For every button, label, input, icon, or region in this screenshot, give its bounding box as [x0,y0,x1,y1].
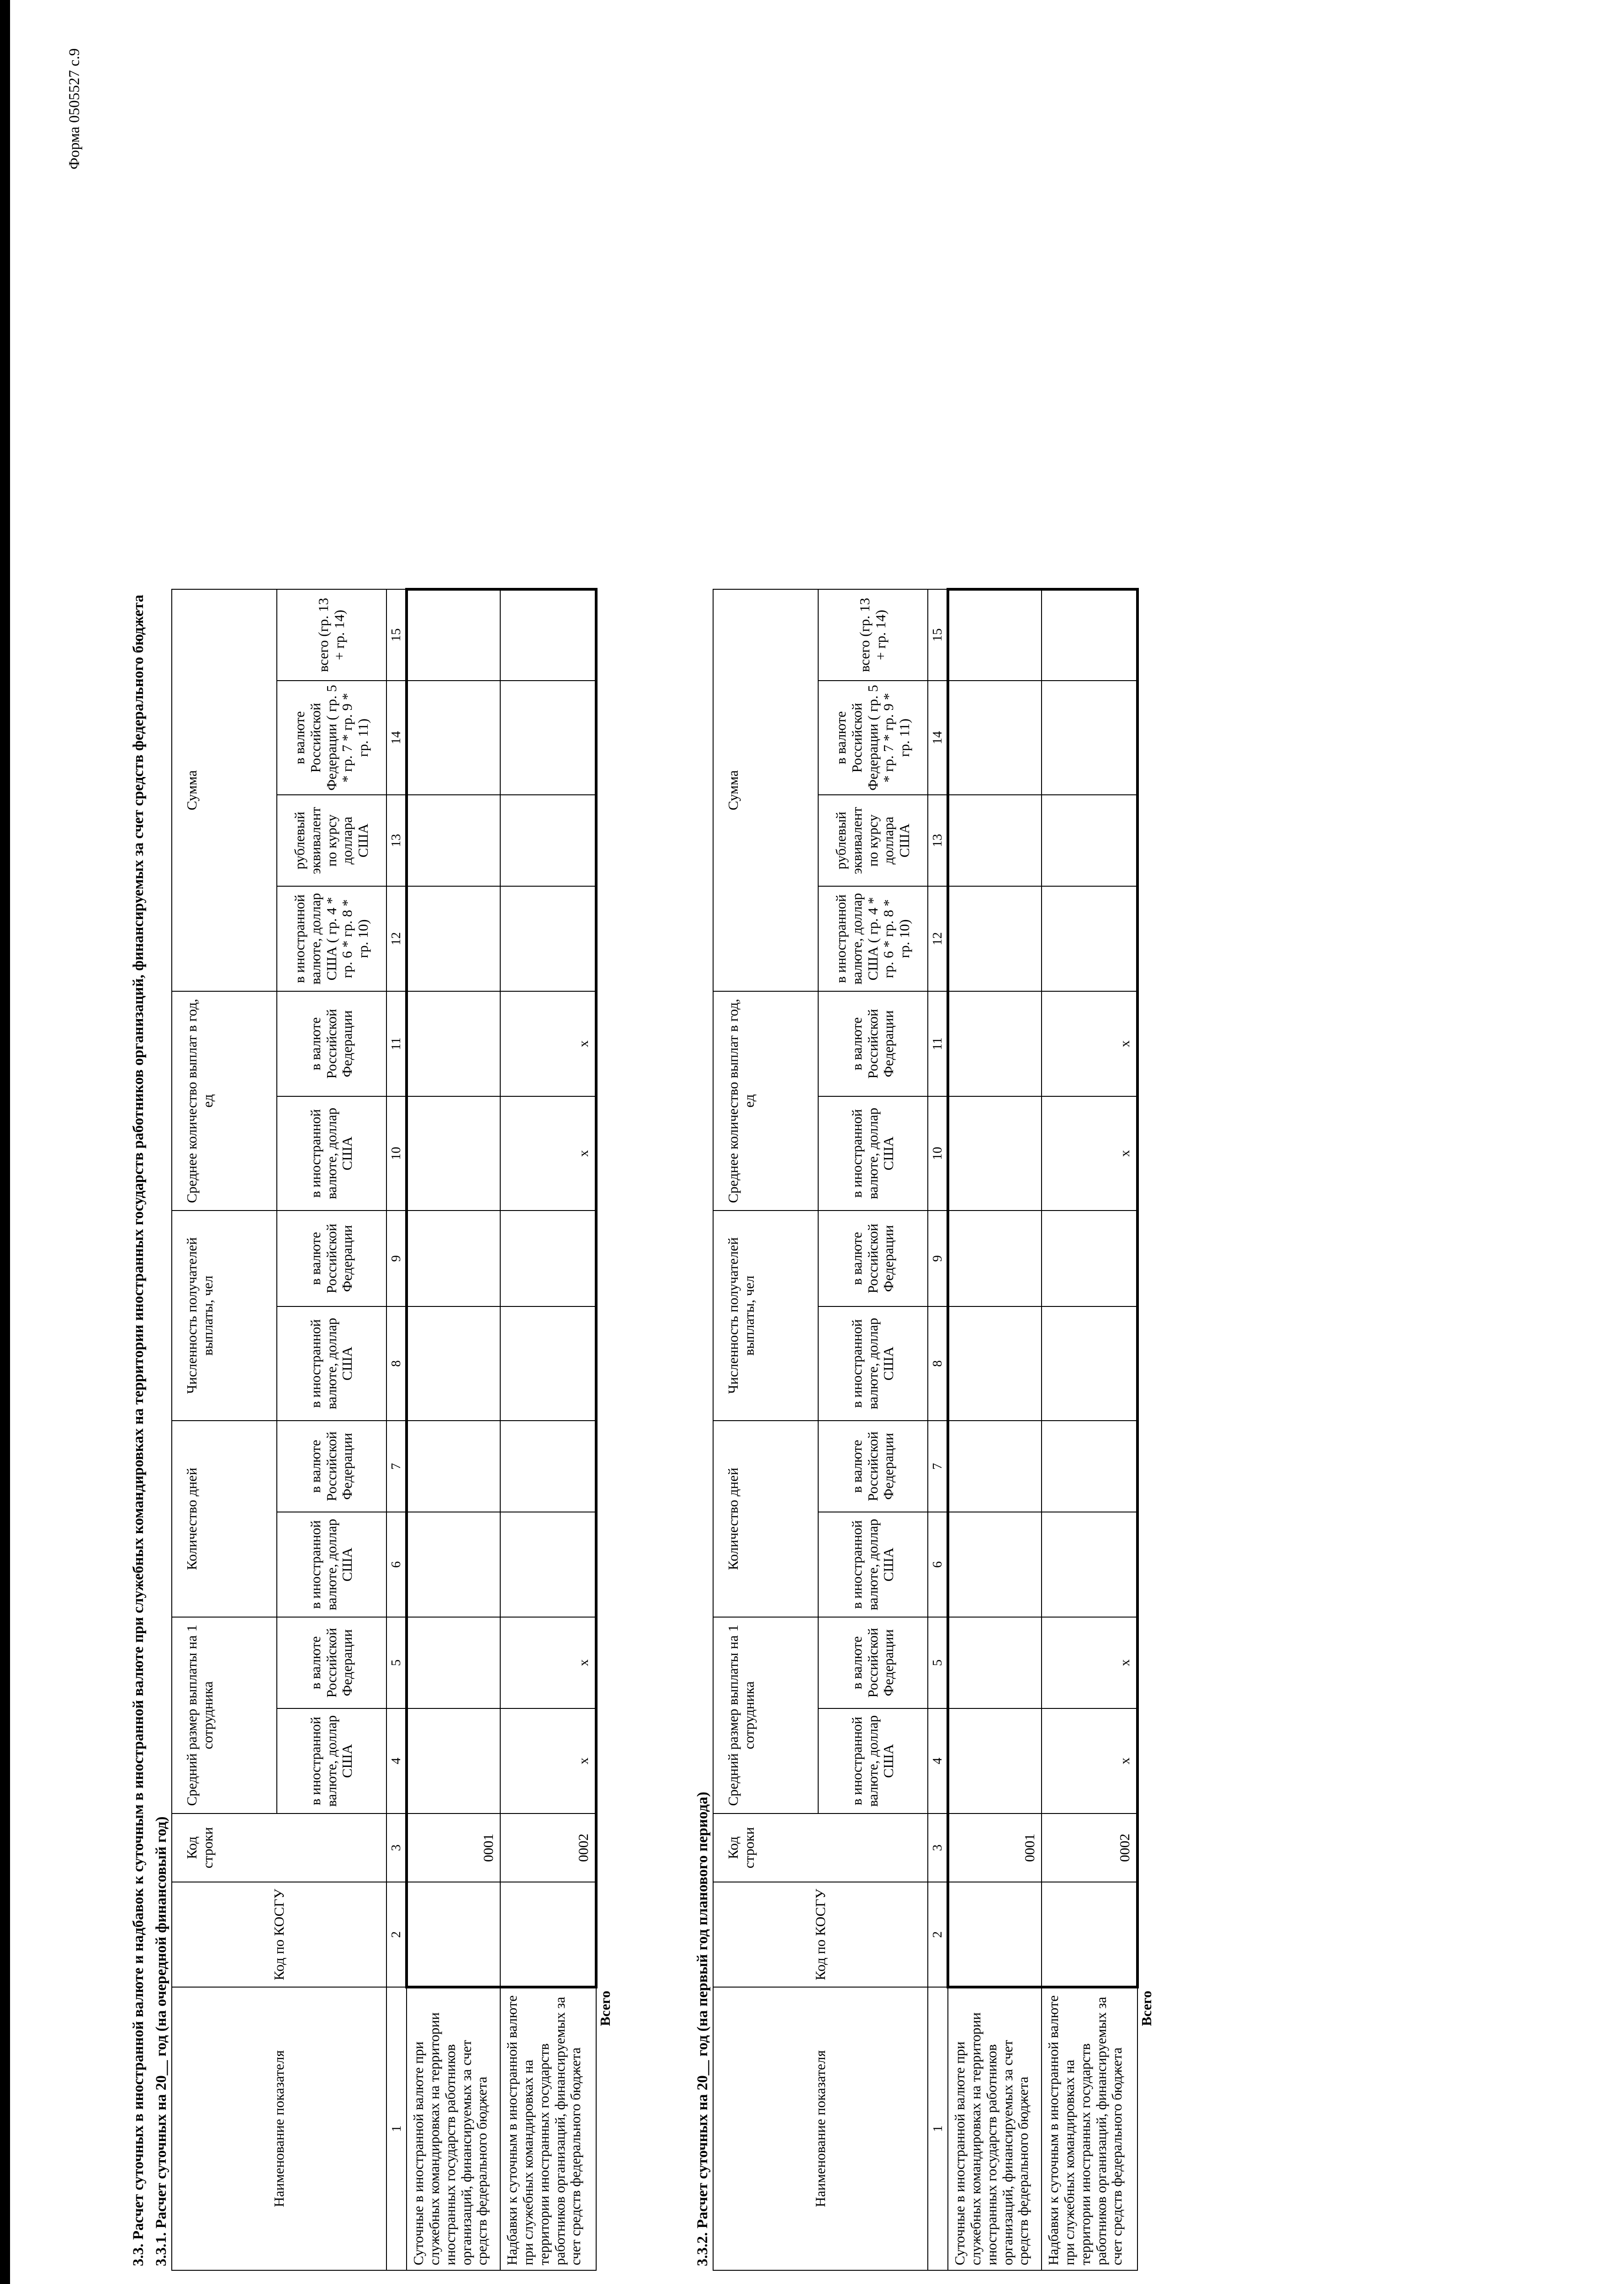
sub-col-9: в валюте Российской Федерации [277,1211,386,1306]
row-name: Суточные в иностранной валюте при служебных командировках на территории иностранных государств работников организаций, финансируемых за счет средств федерального бюджета [407,1987,500,2270]
value-cell[interactable] [500,795,596,886]
column-number: 10 [928,1096,948,1211]
sub-col-8: в иностранной валюте, доллар США [277,1306,386,1421]
kosgu-cell[interactable] [500,1882,596,1987]
column-number: 4 [928,1708,948,1813]
value-cell[interactable] [407,681,500,795]
x-mark: x [500,991,596,1096]
value-cell[interactable] [948,1211,1042,1306]
sub-col-6: в иностранной валюте, доллар США [277,1512,386,1617]
value-cell[interactable] [948,1512,1042,1617]
value-cell[interactable] [1042,1306,1137,1421]
column-number: 6 [386,1512,407,1617]
value-cell[interactable] [500,1421,596,1512]
header-days: Количество дней [172,1421,277,1617]
x-mark: x [1042,1096,1137,1211]
value-cell[interactable] [948,681,1042,795]
subsection-title-2: 3.3.2. Расчет суточных на 20__ год (на первый год планового периода) [694,1792,711,2266]
value-cell[interactable] [948,1421,1042,1512]
sub-col-6: в иностранной валюте, доллар США [818,1512,928,1617]
header-days: Количество дней [713,1421,818,1617]
x-mark: x [1042,1708,1137,1813]
total-label: Всего [597,1991,614,2026]
scan-border [0,0,10,2284]
subsection-title-1: 3.3.1. Расчет суточных на 20__ год (на очередной финансовый год) [153,1816,169,2266]
column-number: 14 [386,681,407,795]
value-cell[interactable] [948,991,1042,1096]
value-cell[interactable] [948,1617,1042,1708]
sub-col-13: рублевый эквивалент по курсу доллара США [277,795,386,886]
sub-col-14: в валюте Российской Федерации ( гр. 5 * гр. 7 * гр. 9 * гр. 11) [277,681,386,795]
value-cell[interactable] [407,991,500,1096]
sub-col-7: в валюте Российской Федерации [818,1421,928,1512]
header-avg-payment: Средний размер выплаты на 1 сотрудника [713,1617,818,1813]
column-number: 13 [928,795,948,886]
header-recipients: Численность получателей выплаты, чел [713,1211,818,1421]
value-cell[interactable] [407,1211,500,1306]
sub-col-11: в валюте Российской Федерации [277,991,386,1096]
kosgu-cell[interactable] [948,1882,1042,1987]
column-number: 2 [928,1882,948,1987]
column-number: 9 [386,1211,407,1306]
sub-col-10: в иностранной валюте, доллар США [277,1096,386,1211]
x-mark: x [500,1617,596,1708]
value-cell[interactable] [1042,1421,1137,1512]
column-number: 8 [928,1306,948,1421]
column-number: 7 [928,1421,948,1512]
empty-cell [1137,589,1156,1882]
kosgu-cell[interactable] [407,1882,500,1987]
column-number: 5 [386,1617,407,1708]
value-cell[interactable] [948,886,1042,991]
sub-col-5: в валюте Российской Федерации [818,1617,928,1708]
sub-col-7: в валюте Российской Федерации [277,1421,386,1512]
header-recipients: Численность получателей выплаты, чел [172,1211,277,1421]
x-mark: x [500,1096,596,1211]
column-number: 11 [928,991,948,1096]
sub-col-15: всего (гр. 13 + гр. 14) [818,589,928,681]
column-number: 5 [928,1617,948,1708]
sub-col-11: в валюте Российской Федерации [818,991,928,1096]
column-number: 1 [386,1987,407,2270]
column-number: 8 [386,1306,407,1421]
header-line-code: Код строки [172,1813,386,1882]
empty-cell [596,589,614,1882]
value-cell[interactable] [1042,795,1137,886]
header-avg-payment: Средний размер выплаты на 1 сотрудника [172,1617,277,1813]
sub-col-13: рублевый эквивалент по курсу доллара США [818,795,928,886]
column-number: 11 [386,991,407,1096]
row-name: Суточные в иностранной валюте при служебных командировках на территории иностранных государств работников организаций, финансируемых за счет средств федерального бюджета [948,1987,1042,2270]
column-number: 12 [386,886,407,991]
sub-col-12: в иностранной валюте, доллар США ( гр. 4 * гр. 6 * гр. 8 * гр. 10) [277,886,386,991]
value-cell[interactable] [500,1306,596,1421]
value-cell[interactable] [407,1708,500,1813]
sub-col-8: в иностранной валюте, доллар США [818,1306,928,1421]
value-cell[interactable] [407,1617,500,1708]
column-number: 2 [386,1882,407,1987]
header-sum: Сумма [713,589,818,991]
line-code-cell: 0002 [500,1813,596,1882]
header-name: Наименование показателя [713,1987,928,2270]
sub-col-10: в иностранной валюте, доллар США [818,1096,928,1211]
value-cell[interactable] [407,886,500,991]
calculation-table-1 [171,588,614,2271]
column-number: 4 [386,1708,407,1813]
line-code-cell: 0002 [1042,1813,1137,1882]
header-avg-count: Среднее количество выплат в год, ед [172,991,277,1211]
value-cell[interactable] [407,1512,500,1617]
value-cell[interactable] [1042,681,1137,795]
value-cell[interactable] [500,1512,596,1617]
header-sum: Сумма [172,589,277,991]
value-cell[interactable] [948,795,1042,886]
value-cell[interactable] [1042,589,1137,681]
x-mark: x [1042,991,1137,1096]
value-cell[interactable] [407,1096,500,1211]
form-code: Форма 0505527 с.9 [66,48,83,169]
x-mark: x [500,1708,596,1813]
column-number: 15 [386,589,407,681]
value-cell[interactable] [1042,1512,1137,1617]
value-cell[interactable] [500,589,596,681]
value-cell[interactable] [1042,886,1137,991]
sub-col-5: в валюте Российской Федерации [277,1617,386,1708]
value-cell[interactable] [407,1306,500,1421]
sub-col-12: в иностранной валюте, доллар США ( гр. 4 * гр. 6 * гр. 8 * гр. 10) [818,886,928,991]
sub-col-14: в валюте Российской Федерации ( гр. 5 * гр. 7 * гр. 9 * гр. 11) [818,681,928,795]
row-name: Надбавки к суточным в иностранной валюте при служебных командировках на территории иностранных государств работников организаций, финансируемых за счет средств федерального бюджета [1042,1987,1137,2270]
section-title: 3.3. Расчет суточных в иностранной валюте и надбавок к суточным в иностранной валюте при служебных командировках на территории иностранных государств работников организаций, финансируемых за счет средств федерального бюджета [130,594,147,2266]
calculation-table-2 [713,588,1156,2271]
column-number: 1 [928,1987,948,2270]
header-kosgu: Код по КОСГУ [172,1882,386,1987]
column-number: 6 [928,1512,948,1617]
row-name: Надбавки к суточным в иностранной валюте при служебных командировках на территории иностранных государств работников организаций, финансируемых за счет средств федерального бюджета [500,1987,596,2270]
header-kosgu: Код по КОСГУ [713,1882,928,1987]
value-cell[interactable] [948,589,1042,681]
value-cell[interactable] [407,795,500,886]
column-number: 10 [386,1096,407,1211]
column-number: 14 [928,681,948,795]
empty-cell [1137,1882,1156,1987]
column-number: 15 [928,589,948,681]
total-label: Всего [1138,1991,1155,2026]
x-mark: x [1042,1617,1137,1708]
line-code-cell: 0001 [948,1813,1042,1882]
value-cell[interactable] [1042,1211,1137,1306]
column-number: 12 [928,886,948,991]
sub-col-4: в иностранной валюте, доллар США [818,1708,928,1813]
column-number: 13 [386,795,407,886]
value-cell[interactable] [948,1708,1042,1813]
sub-col-4: в иностранной валюте, доллар США [277,1708,386,1813]
empty-cell [596,1882,614,1987]
column-number: 9 [928,1211,948,1306]
value-cell[interactable] [948,1096,1042,1211]
value-cell[interactable] [500,886,596,991]
header-avg-count: Среднее количество выплат в год, ед [713,991,818,1211]
line-code-cell: 0001 [407,1813,500,1882]
value-cell[interactable] [407,589,500,681]
column-number: 3 [386,1813,407,1882]
value-cell[interactable] [500,1211,596,1306]
sub-col-15: всего (гр. 13 + гр. 14) [277,589,386,681]
value-cell[interactable] [500,681,596,795]
kosgu-cell[interactable] [1042,1882,1137,1987]
column-number: 7 [386,1421,407,1512]
column-number: 3 [928,1813,948,1882]
header-name: Наименование показателя [172,1987,386,2270]
sub-col-9: в валюте Российской Федерации [818,1211,928,1306]
value-cell[interactable] [948,1306,1042,1421]
value-cell[interactable] [407,1421,500,1512]
header-line-code: Код строки [713,1813,928,1882]
